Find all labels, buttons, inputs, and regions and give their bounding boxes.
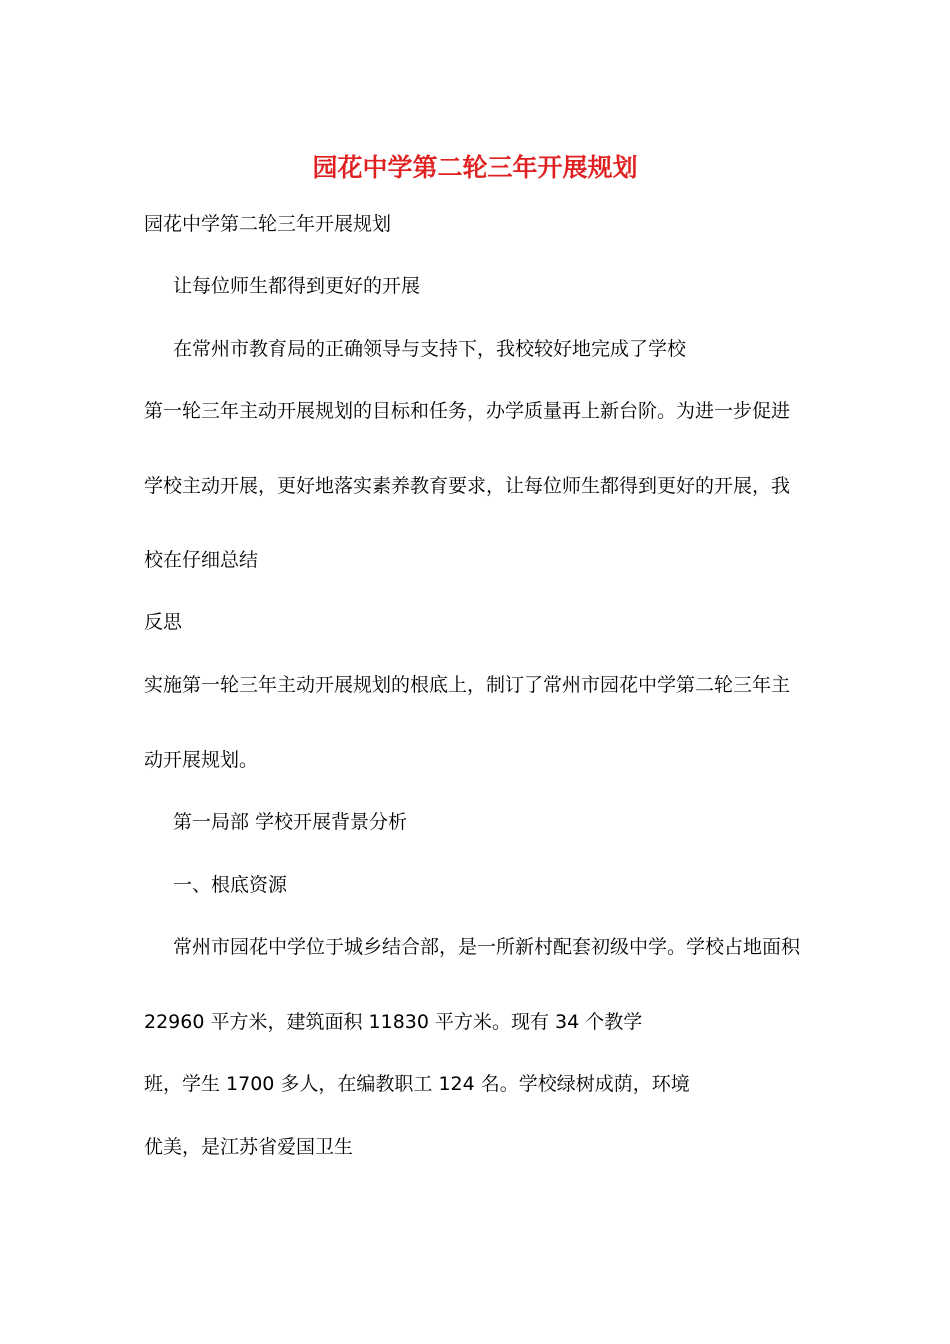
paragraph-line: 园花中学第二轮三年开展规划	[144, 213, 392, 235]
paragraph-line: 班，学生 1700 多人，在编教职工 124 名。学校绿树成荫，环境	[144, 1073, 690, 1095]
paragraph-line: 动开展规划。	[144, 749, 259, 771]
paragraph-line: 在常州市教育局的正确领导与支持下，我校较好地完成了学校	[173, 338, 687, 360]
paragraph-line: 实施第一轮三年主动开展规划的根底上，制订了常州市园花中学第二轮三年主	[144, 674, 791, 696]
paragraph-line: 学校主动开展，更好地落实素养教育要求，让每位师生都得到更好的开展，我	[144, 475, 791, 497]
paragraph-line: 优美，是江苏省爱国卫生	[144, 1136, 354, 1158]
paragraph-line: 22960 平方米，建筑面积 11830 平方米。现有 34 个教学	[144, 1011, 643, 1033]
paragraph-line: 第一轮三年主动开展规划的目标和任务，办学质量再上新台阶。为进一步促进	[144, 400, 791, 422]
paragraph-line: 校在仔细总结	[144, 549, 259, 571]
paragraph-line: 让每位师生都得到更好的开展	[173, 275, 421, 297]
subsection-heading: 一、根底资源	[173, 874, 288, 896]
paragraph-line: 常州市园花中学位于城乡结合部，是一所新村配套初级中学。学校占地面积	[173, 936, 801, 958]
section-heading: 第一局部 学校开展背景分析	[173, 811, 408, 833]
paragraph-line: 反思	[144, 611, 183, 633]
document-title: 园花中学第二轮三年开展规划	[312, 153, 638, 182]
